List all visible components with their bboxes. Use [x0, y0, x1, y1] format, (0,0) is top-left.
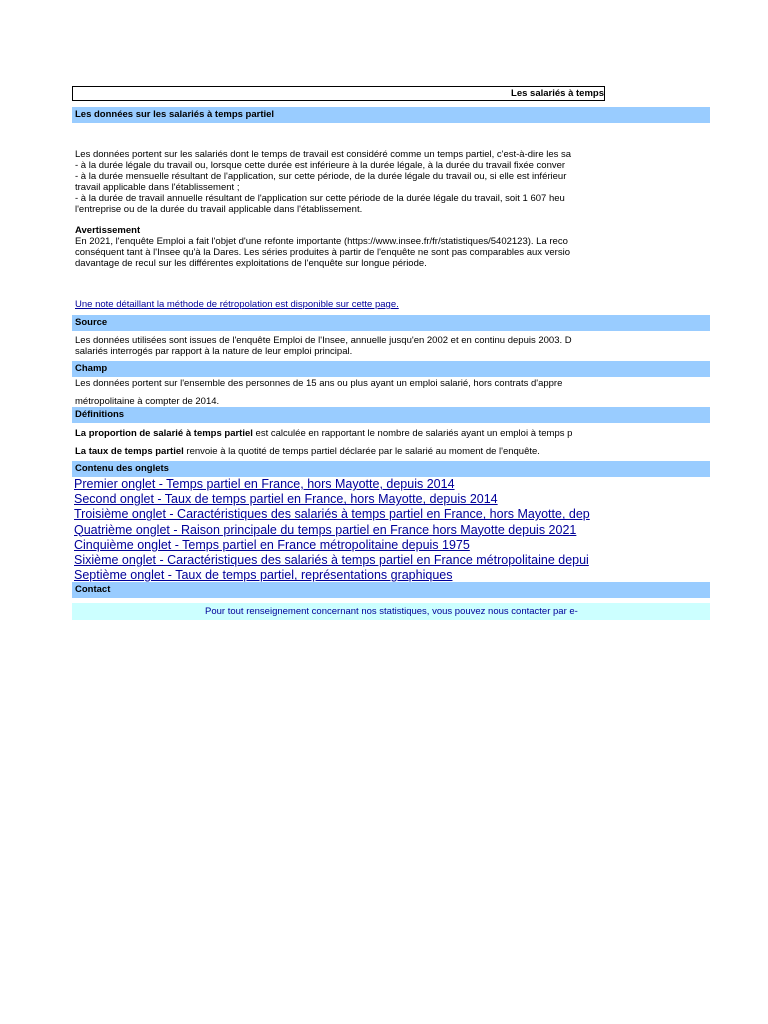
- champ-line-1: Les données portent sur l'ensemble des personnes de 15 ans ou plus ayant un emploi salarié, hors contrats d'appre: [75, 378, 563, 389]
- section-header-definitions: Définitions: [72, 407, 710, 423]
- intro-line-4: travail applicable dans l'établissement ;: [75, 182, 240, 193]
- source-line-1: Les données utilisées sont issues de l'enquête Emploi de l'Insee, annuelle jusqu'en 2002 et en continu depuis 2003. D: [75, 335, 572, 346]
- definition-proportion: [75, 428, 605, 439]
- intro-line-5: - à la durée de travail annuelle résultant de l'application sur cette période de la durée légale du travail, soit 1 607 heu: [75, 193, 565, 204]
- warning-line-1: En 2021, l'enquête Emploi a fait l'objet d'une refonte importante (https://www.insee.fr/fr/statistiques/5402123). La reco: [75, 236, 568, 247]
- contact-row: [72, 603, 710, 620]
- section-header-contents: Contenu des onglets: [72, 461, 710, 477]
- tab-link-2[interactable]: Second onglet - Taux de temps partiel en France, hors Mayotte, depuis 2014: [74, 492, 498, 507]
- champ-line-2: métropolitaine à compter de 2014.: [75, 396, 220, 407]
- section-header-champ: Champ: [72, 361, 710, 377]
- tab-link-3[interactable]: Troisième onglet - Caractéristiques des salariés à temps partiel en France, hors Mayotte, dep: [74, 507, 590, 522]
- section-header-intro: Les données sur les salariés à temps partiel: [72, 107, 710, 123]
- intro-line-6: l'entreprise ou de la durée du travail applicable dans l'établissement.: [75, 204, 363, 215]
- section-header-contact: Contact: [72, 582, 710, 598]
- definition-proportion-text: est calculée en rapportant le nombre de salariés ayant un emploi à temps p: [252, 428, 573, 439]
- sheet-title: Les salariés à temps: [511, 88, 604, 99]
- tab-link-7[interactable]: Septième onglet - Taux de temps partiel, représentations graphiques: [74, 568, 453, 583]
- tab-link-4[interactable]: Quatrième onglet - Raison principale du temps partiel en France hors Mayotte depuis 2021: [74, 522, 577, 537]
- definition-proportion-term: La proportion de salarié à temps partiel: [75, 428, 253, 439]
- intro-line-3: - à la durée mensuelle résultant de l'application, sur cette période, de la durée légale du travail ou, si elle est inférieur: [75, 171, 567, 182]
- method-note-link[interactable]: Une note détaillant la méthode de rétropolation est disponible sur cette page.: [75, 299, 399, 310]
- source-line-2: salariés interrogés par rapport à la nature de leur emploi principal.: [75, 346, 353, 357]
- tab-link-5[interactable]: Cinquième onglet - Temps partiel en France métropolitaine depuis 1975: [74, 537, 470, 552]
- definition-taux: [75, 446, 605, 457]
- section-header-source: Source: [72, 315, 710, 331]
- intro-line-2: - à la durée légale du travail ou, lorsque cette durée est inférieure à la durée légale, à la durée du travail fixée conver: [75, 160, 566, 171]
- definition-taux-term: La taux de temps partiel: [75, 446, 184, 457]
- warning-line-2: conséquent tant à l'Insee qu'à la Dares. Les séries produites à partir de l'enquête ne sont pas comparables aux versio: [75, 247, 570, 258]
- warning-line-3: davantage de recul sur les différentes exploitations de l'enquête sur longue période.: [75, 258, 427, 269]
- tab-link-1[interactable]: Premier onglet - Temps partiel en France, hors Mayotte, depuis 2014: [74, 477, 455, 491]
- sheet-title-box: [72, 86, 605, 101]
- contact-text[interactable]: Pour tout renseignement concernant nos statistiques, vous pouvez nous contacter par e-: [205, 606, 578, 617]
- tab-link-list: [74, 477, 605, 583]
- intro-line-1: Les données portent sur les salariés dont le temps de travail est considéré comme un temps partiel, c'est-à-dire les sa: [75, 149, 572, 160]
- warning-title: Avertissement: [75, 225, 141, 236]
- tab-link-6[interactable]: Sixième onglet - Caractéristiques des salariés à temps partiel en France métropolitaine depui: [74, 553, 589, 568]
- definition-taux-text: renvoie à la quotité de temps partiel déclarée par le salarié au moment de l'enquête.: [183, 446, 540, 457]
